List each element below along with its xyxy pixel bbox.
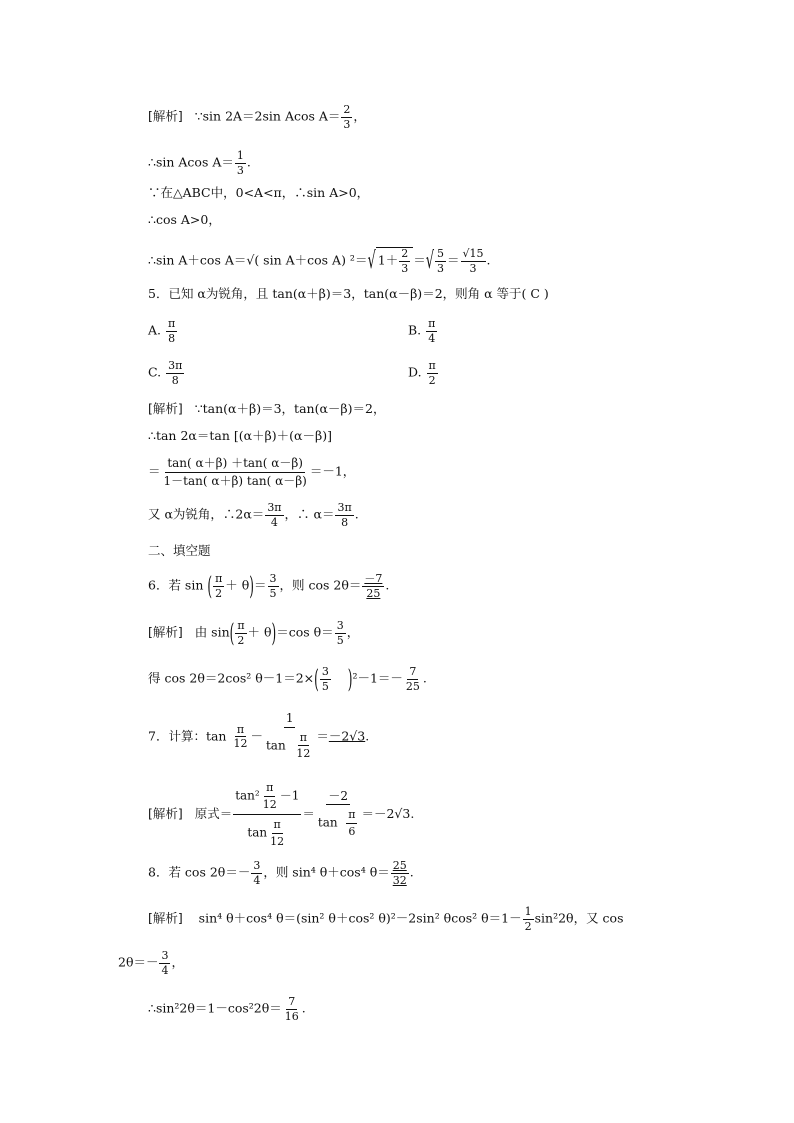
question-8: 8．若 cos 2θ＝－ $\frac{3}{4}$ ，则 sin⁴ θ＋cos⁴ θ＝ $\frac{25}{32}$ .	[148, 859, 414, 887]
answer-blank: －2√3	[328, 728, 366, 744]
math-text: ∴cos A>0，	[148, 212, 221, 227]
fraction: $\frac{2}{3}$	[343, 103, 351, 131]
question-5	[148, 288, 549, 301]
fraction: －2 tan $\frac{\pi}{6}$	[317, 788, 356, 838]
fraction: $\frac{3}{4}$	[253, 859, 261, 887]
solution-8-line-1: [解析] sin⁴ θ＋cos⁴ θ＝(sin² θ＋cos² θ)²－2sin² θcos² θ＝1－ $\frac{1}{2}$ sin²2θ，又 cos	[148, 905, 624, 933]
solution-5-line-1	[148, 403, 385, 416]
fraction: $\frac{\pi}{8}$	[168, 317, 176, 345]
solution-line-4	[148, 214, 221, 227]
fraction: $\frac{3}{4}$	[161, 949, 169, 977]
fraction: 1 tan $\frac{\pi}{12}$	[265, 711, 311, 761]
fraction: $\frac{\pi}{2}$	[237, 619, 245, 647]
fraction: $\frac{7}{16}$	[284, 995, 299, 1023]
math-text: ∵在△ABC中，0<A<π，∴sin A>0，	[148, 185, 370, 200]
solution-8-line-2: 2θ＝－ $\frac{3}{4}$ ，	[118, 949, 184, 977]
fraction: $\frac{2}{3}$	[401, 247, 409, 275]
question-text: 5．已知 α为锐角，且 tan(α＋β)＝3，tan(α－β)＝2，则角 α 等于( C )	[148, 286, 549, 301]
solution-8-line-3: ∴sin²2θ＝1－cos²2θ＝ $\frac{7}{16}$ .	[148, 995, 306, 1023]
option-b: B. $\frac{\pi}{4}$	[408, 317, 436, 345]
solution-5-line-4: 又 α为锐角，∴2α＝ $\frac{3\pi}{4}$ ，∴ α＝ $\frac{3\pi}{8}$ .	[148, 501, 359, 529]
math-text: ∴sin A＋cos A＝√( sin A＋cos A) ²＝	[148, 252, 368, 268]
fraction: $\frac{1}{3}$	[236, 149, 244, 177]
answer-blank: $\frac{25}{32}$	[392, 859, 407, 887]
solution-tag: [解析]	[148, 806, 183, 822]
section-heading: 二、填空题	[148, 543, 211, 558]
fraction: $\frac{\pi}{4}$	[428, 317, 436, 345]
option-c: C. $\frac{3\pi}{8}$	[148, 359, 183, 387]
fraction: $\frac{1}{2}$	[524, 905, 532, 933]
solution-tag: [解析]	[148, 401, 183, 416]
solution-tag: [解析]	[148, 624, 183, 640]
math-text: ∵sin 2A＝2sin Acos A＝	[194, 108, 341, 124]
solution-6-line-2: 得 cos 2θ＝2cos² θ－1＝2×( $\frac{3}{5}$ )²－1＝－ $\frac{7}{25}$ .	[148, 664, 427, 694]
fraction: $\frac{\pi}{2}$	[428, 359, 436, 387]
fraction: $\frac{3\pi}{8}$	[337, 501, 352, 529]
math-text: ∴sin Acos A＝	[148, 154, 234, 170]
solution-tag: [解析]	[148, 108, 183, 124]
fraction: $\frac{3}{5}$	[269, 572, 277, 600]
fraction: $\frac{\pi}{2}$	[215, 572, 223, 600]
solution-line-1: [解析] ∵sin 2A＝2sin Acos A＝ $\frac{2}{3}$ ，	[148, 103, 366, 131]
solution-line-5: ∴sin A＋cos A＝√( sin A＋cos A) ²＝√ 1＋ $\frac{2}{3}$ ＝√ $\frac{5}{3}$ ＝ $\frac{√15}{3}$ .	[148, 247, 491, 275]
solution-5-line-3: ＝ $\frac{\tan( \alpha+\beta) +\tan( \alpha-\beta)}{1-\tan( \alpha+\beta) \tan( \alpha-\beta)}$ ＝－1，	[148, 456, 356, 488]
option-a: A. $\frac{\pi}{8}$	[148, 317, 176, 345]
solution-7: [解析] 原式＝ tan² $\frac{\pi}{12}$ －1 tan $\frac{\pi}{12}$ ＝ －2 tan $\frac{\pi}{6}$ ＝－2√3.	[148, 778, 414, 851]
math-text: ∴tan 2α＝tan [(α＋β)＋(α－β)]	[148, 428, 332, 443]
fraction: $\frac{3\pi}{4}$	[267, 501, 282, 529]
fraction: $\frac{7}{25}$	[405, 665, 420, 693]
fraction: $\frac{\tan( \alpha+\beta) +\tan( \alpha-\beta)}{1-\tan( \alpha+\beta) \tan( \alpha-\beta)}$	[163, 456, 307, 488]
fraction: $\frac{5}{3}$	[437, 247, 445, 275]
solution-line-3	[148, 187, 369, 200]
question-6: 6．若 sin ( $\frac{\pi}{2}$ ＋ θ)＝ $\frac{3}{5}$ ，则 cos 2θ＝ $\frac{-7}{25}$ .	[148, 571, 390, 601]
fraction: $\frac{√15}{3}$	[462, 247, 484, 275]
solution-6-line-1: [解析] 由 sin( $\frac{\pi}{2}$ ＋ θ)＝cos θ＝ $\frac{3}{5}$ ，	[148, 618, 360, 648]
math-text: 又 α为锐角，∴2α＝	[148, 506, 265, 522]
math-text: ∵tan(α＋β)＝3，tan(α－β)＝2，	[194, 401, 386, 416]
fraction: $\frac{3}{5}$	[321, 665, 329, 693]
answer-blank: $\frac{-7}{25}$	[364, 572, 383, 600]
solution-line-2: ∴sin Acos A＝ $\frac{1}{3}$ .	[148, 149, 251, 177]
question-7: 7．计算：tan $\frac{\pi}{12}$ － 1 tan $\frac{\pi}{12}$ ＝－2√3.	[148, 710, 369, 764]
fraction: $\frac{\pi}{12}$	[233, 722, 248, 751]
fraction: $\frac{3\pi}{8}$	[168, 359, 183, 387]
fraction: tan² $\frac{\pi}{12}$ －1 tan $\frac{\pi}{12}$	[233, 778, 301, 851]
solution-5-line-2	[148, 430, 332, 443]
solution-tag: [解析]	[148, 910, 183, 926]
option-d: D. $\frac{\pi}{2}$	[408, 359, 436, 387]
fraction: $\frac{3}{5}$	[336, 619, 344, 647]
